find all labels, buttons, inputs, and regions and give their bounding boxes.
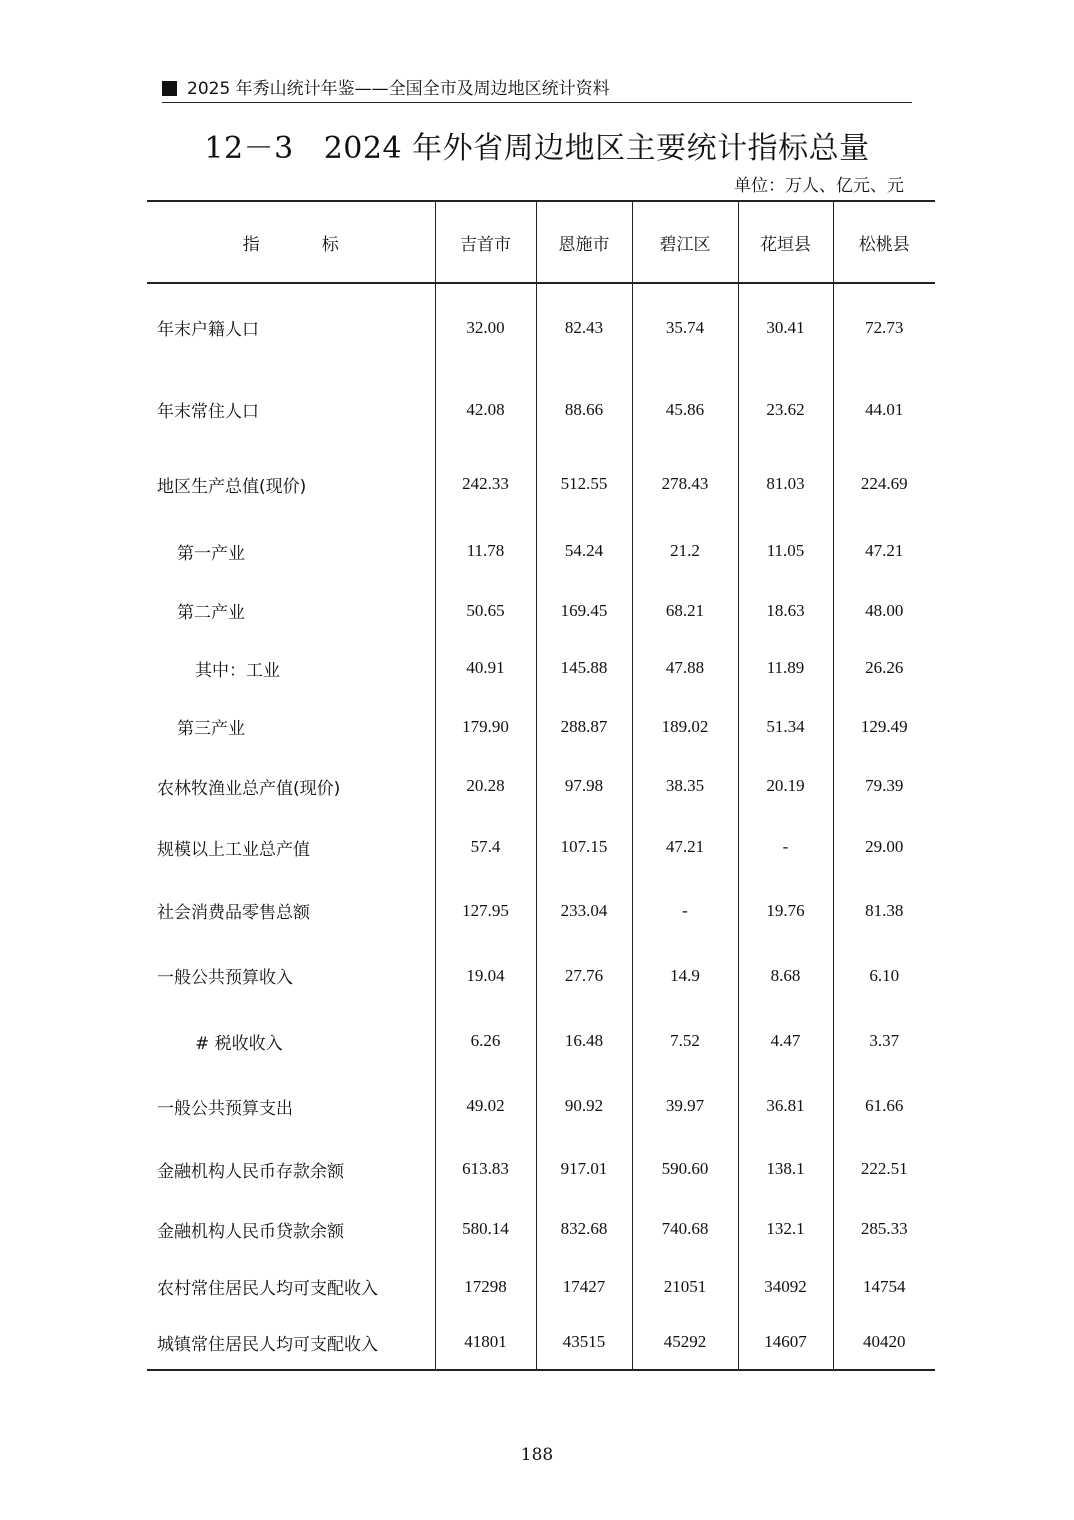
table-row bbox=[147, 1008, 935, 1074]
table-cell: 81.38 bbox=[833, 878, 935, 943]
table-cell: 30.41 bbox=[738, 283, 833, 371]
table-cell: 34092 bbox=[738, 1258, 833, 1315]
table-cell: 179.90 bbox=[435, 697, 536, 756]
table-cell: 50.65 bbox=[435, 582, 536, 639]
table-cell: 54.24 bbox=[536, 520, 632, 582]
column-header: 吉首市 bbox=[435, 201, 536, 283]
table-row bbox=[147, 283, 935, 371]
table-cell: 57.4 bbox=[435, 816, 536, 878]
table-cell: 129.49 bbox=[833, 697, 935, 756]
table-cell: 14607 bbox=[738, 1315, 833, 1370]
table-cell: 14754 bbox=[833, 1258, 935, 1315]
table-cell: 45.86 bbox=[632, 371, 738, 448]
table-cell: 20.28 bbox=[435, 756, 536, 816]
table-cell: 6.26 bbox=[435, 1008, 536, 1074]
table-cell: 21.2 bbox=[632, 520, 738, 582]
table-row bbox=[147, 1074, 935, 1138]
table-cell: 285.33 bbox=[833, 1200, 935, 1258]
table-cell: 233.04 bbox=[536, 878, 632, 943]
square-bullet-icon bbox=[162, 81, 177, 96]
table-cell: 590.60 bbox=[632, 1138, 738, 1200]
table-cell: 580.14 bbox=[435, 1200, 536, 1258]
table-cell: 189.02 bbox=[632, 697, 738, 756]
column-header: 花垣县 bbox=[738, 201, 833, 283]
row-label: 地区生产总值(现价) bbox=[157, 476, 307, 497]
table-cell: 8.68 bbox=[738, 943, 833, 1008]
table-row bbox=[147, 520, 935, 582]
table-cell: 21051 bbox=[632, 1258, 738, 1315]
table-cell: 79.39 bbox=[833, 756, 935, 816]
row-label: 农林牧渔业总产值(现价) bbox=[157, 778, 341, 799]
table-number: 12－3 bbox=[204, 131, 294, 166]
table-cell: 40.91 bbox=[435, 639, 536, 697]
table-cell: 40420 bbox=[833, 1315, 935, 1370]
table-cell: 17427 bbox=[536, 1258, 632, 1315]
table-cell: 72.73 bbox=[833, 283, 935, 371]
table-cell: 11.05 bbox=[738, 520, 833, 582]
table-cell: 512.55 bbox=[536, 448, 632, 520]
row-label: 城镇常住居民人均可支配收入 bbox=[147, 1315, 435, 1370]
table-row bbox=[147, 697, 935, 756]
page-title bbox=[0, 130, 1074, 168]
table-row bbox=[147, 1138, 935, 1200]
table-cell: 107.15 bbox=[536, 816, 632, 878]
column-header: 松桃县 bbox=[833, 201, 935, 283]
row-label: 年末常住人口 bbox=[157, 402, 259, 422]
table-cell: 832.68 bbox=[536, 1200, 632, 1258]
row-label: 第一产业 bbox=[177, 543, 245, 564]
indicator-header: 指标 bbox=[147, 201, 435, 283]
table-cell: 44.01 bbox=[833, 371, 935, 448]
table-row bbox=[147, 1258, 935, 1315]
table-cell: 45292 bbox=[632, 1315, 738, 1370]
table-cell: 19.76 bbox=[738, 878, 833, 943]
table-cell: 90.92 bbox=[536, 1074, 632, 1138]
row-label: 年末户籍人口 bbox=[157, 320, 259, 340]
unit-note: 单位：万人、亿元、元 bbox=[734, 176, 904, 196]
table-cell: 740.68 bbox=[632, 1200, 738, 1258]
table-cell: 18.63 bbox=[738, 582, 833, 639]
row-label: 第二产业 bbox=[177, 603, 245, 623]
column-header: 恩施市 bbox=[536, 201, 632, 283]
header-rule bbox=[162, 102, 912, 103]
table-cell: 17298 bbox=[435, 1258, 536, 1315]
table-cell: 222.51 bbox=[833, 1138, 935, 1200]
table-cell: 29.00 bbox=[833, 816, 935, 878]
table-cell: 48.00 bbox=[833, 582, 935, 639]
table-cell: - bbox=[632, 878, 738, 943]
row-label: 金融机构人民币贷款余额 bbox=[157, 1221, 344, 1242]
column-header: 碧江区 bbox=[632, 201, 738, 283]
table-cell: 127.95 bbox=[435, 878, 536, 943]
table-cell: 32.00 bbox=[435, 283, 536, 371]
row-label: 规模以上工业总产值 bbox=[157, 839, 310, 860]
row-label: 其中：工业 bbox=[195, 660, 280, 681]
table-cell: 27.76 bbox=[536, 943, 632, 1008]
running-header bbox=[162, 78, 912, 102]
table-cell: 42.08 bbox=[435, 371, 536, 448]
row-label: # 税收收入 bbox=[195, 1033, 283, 1054]
table-cell: 7.52 bbox=[632, 1008, 738, 1074]
table-cell: 278.43 bbox=[632, 448, 738, 520]
table-cell: 26.26 bbox=[833, 639, 935, 697]
table-row bbox=[147, 756, 935, 816]
table-cell: 132.1 bbox=[738, 1200, 833, 1258]
table-cell: 4.47 bbox=[738, 1008, 833, 1074]
table-cell: - bbox=[738, 816, 833, 878]
table-cell: 20.19 bbox=[738, 756, 833, 816]
table-row bbox=[147, 448, 935, 520]
table-cell: 224.69 bbox=[833, 448, 935, 520]
table-cell: 14.9 bbox=[632, 943, 738, 1008]
table-row bbox=[147, 1200, 935, 1258]
table-cell: 3.37 bbox=[833, 1008, 935, 1074]
table-cell: 38.35 bbox=[632, 756, 738, 816]
table-row bbox=[147, 371, 935, 448]
table-cell: 68.21 bbox=[632, 582, 738, 639]
table-cell: 145.88 bbox=[536, 639, 632, 697]
table-cell: 49.02 bbox=[435, 1074, 536, 1138]
table-cell: 51.34 bbox=[738, 697, 833, 756]
table-cell: 613.83 bbox=[435, 1138, 536, 1200]
row-label: 农村常住居民人均可支配收入 bbox=[157, 1279, 378, 1299]
row-label: 一般公共预算收入 bbox=[157, 968, 293, 988]
table-cell: 288.87 bbox=[536, 697, 632, 756]
table-cell: 81.03 bbox=[738, 448, 833, 520]
table-row bbox=[147, 582, 935, 639]
table-row bbox=[147, 639, 935, 697]
table-cell: 16.48 bbox=[536, 1008, 632, 1074]
table-cell: 138.1 bbox=[738, 1138, 833, 1200]
table-title: 2024 年外省周边地区主要统计指标总量 bbox=[323, 131, 870, 166]
row-label: 社会消费品零售总额 bbox=[157, 903, 310, 923]
table-row bbox=[147, 943, 935, 1008]
table-cell: 36.81 bbox=[738, 1074, 833, 1138]
row-label: 第三产业 bbox=[177, 719, 245, 739]
table-header-row bbox=[147, 201, 935, 283]
table-cell: 6.10 bbox=[833, 943, 935, 1008]
row-label: 金融机构人民币存款余额 bbox=[157, 1161, 344, 1182]
table-row bbox=[147, 816, 935, 878]
table-cell: 47.88 bbox=[632, 639, 738, 697]
table-cell: 82.43 bbox=[536, 283, 632, 371]
table-row bbox=[147, 878, 935, 943]
table-cell: 47.21 bbox=[632, 816, 738, 878]
table-cell: 23.62 bbox=[738, 371, 833, 448]
table-cell: 97.98 bbox=[536, 756, 632, 816]
table-cell: 43515 bbox=[536, 1315, 632, 1370]
table-cell: 169.45 bbox=[536, 582, 632, 639]
statistics-table bbox=[147, 200, 935, 1371]
table-cell: 917.01 bbox=[536, 1138, 632, 1200]
table-cell: 41801 bbox=[435, 1315, 536, 1370]
row-label: 一般公共预算支出 bbox=[157, 1098, 293, 1119]
table-cell: 242.33 bbox=[435, 448, 536, 520]
table-cell: 19.04 bbox=[435, 943, 536, 1008]
table-cell: 88.66 bbox=[536, 371, 632, 448]
table-cell: 11.78 bbox=[435, 520, 536, 582]
table-cell: 11.89 bbox=[738, 639, 833, 697]
table-row bbox=[147, 1315, 935, 1370]
table-cell: 35.74 bbox=[632, 283, 738, 371]
page-number: 188 bbox=[520, 1445, 554, 1465]
running-header-title: 2025 年秀山统计年鉴——全国全市及周边地区统计资料 bbox=[187, 79, 610, 99]
table-cell: 61.66 bbox=[833, 1074, 935, 1138]
table-cell: 47.21 bbox=[833, 520, 935, 582]
table-cell: 39.97 bbox=[632, 1074, 738, 1138]
